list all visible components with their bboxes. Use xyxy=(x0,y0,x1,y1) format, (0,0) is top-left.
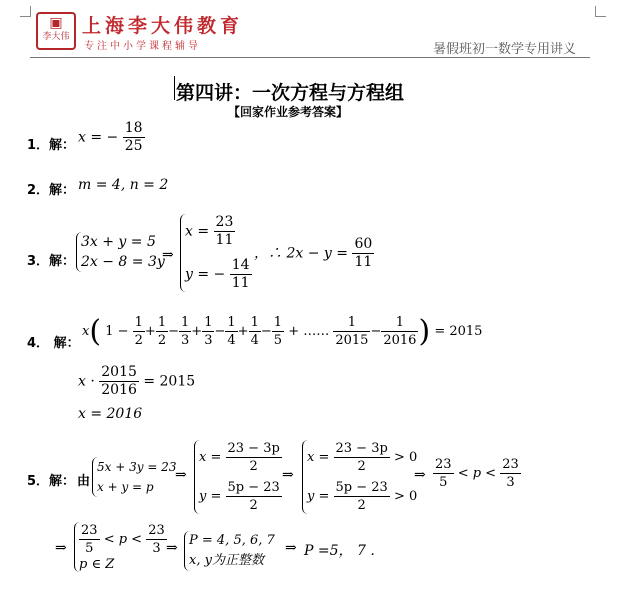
q4-f7-num: 1 xyxy=(273,315,283,330)
q5-py-lhs: y = xyxy=(307,489,330,504)
q4-paren-open: ( xyxy=(89,314,102,349)
header-divider xyxy=(30,57,590,58)
q4-f1-den: 2 xyxy=(134,333,143,348)
q5-range-right-num: 23 xyxy=(502,457,519,472)
q4-line3: x = 2016 xyxy=(78,406,143,422)
q5-xy-int: x, y为正整数 xyxy=(189,553,264,568)
q5-positive xyxy=(302,440,417,514)
q4-line1: x( 1 − $\frac{1}{2}$ + $\frac{1}{2}$ − $\frac{1}{3}$ + $\frac{1}{3}$ − $\frac{1}{4}$ + $\frac{1}{4}$ − $\frac{1}{5}$ + …… $\frac{1}{2015}$ − $\frac{1}{2016}$ ) = 2015 xyxy=(82,314,483,349)
q5-arrow1: ⇒ xyxy=(175,467,187,483)
q3-r-den: 11 xyxy=(354,254,373,270)
q5-y-num: 5p − 23 xyxy=(227,480,280,495)
q5-arrow5: ⇒ xyxy=(166,540,178,556)
q4-line2-rhs: = 2015 xyxy=(143,373,196,390)
q4-line2-num: 2015 xyxy=(101,364,137,380)
q4-f3-den: 3 xyxy=(181,333,190,348)
q5-py-gt0: > 0 xyxy=(393,489,418,504)
q4-f2016-den: 2016 xyxy=(383,333,417,348)
q5-x-num: 23 − 3p xyxy=(227,441,280,456)
logo: ▣ 李大伟 xyxy=(36,12,76,50)
q3-x-num: 23 xyxy=(215,214,234,230)
q1-answer xyxy=(78,120,145,155)
q4-f3-num: 1 xyxy=(181,315,190,330)
q3-r-num: 60 xyxy=(354,236,373,252)
q5-range-right-den: 3 xyxy=(506,475,515,490)
q5-conditions xyxy=(74,522,167,572)
logo-text: 李大伟 xyxy=(42,32,70,42)
q4-dots: + …… xyxy=(288,324,330,339)
q5-py-num: 5p − 23 xyxy=(335,480,388,495)
q4-one: 1 − xyxy=(105,324,129,339)
q4-line2-den: 2016 xyxy=(101,382,137,398)
q4-f5-num: 1 xyxy=(227,315,236,330)
q5-p-values: P = 4, 5, 6, 7 xyxy=(189,533,275,548)
q3-x-lhs: x = xyxy=(185,223,210,240)
q5-arrow3: ⇒ xyxy=(414,467,426,483)
q5-x-lhs: x = xyxy=(199,450,222,465)
q4-f6-den: 4 xyxy=(250,333,259,348)
brand-slogan: 专注中小学课程辅导 xyxy=(84,41,201,52)
q4-line2-lhs: x · xyxy=(78,373,95,390)
q4-paren-close: ) xyxy=(418,314,431,349)
q5-cond-right-num: 23 xyxy=(148,523,165,538)
q3-result xyxy=(254,236,374,271)
q4-label: 4． 解： xyxy=(27,336,80,351)
margin-corner-right xyxy=(595,6,606,17)
course-name: 暑假班初一数学专用讲义 xyxy=(433,42,577,57)
q4-f5-den: 4 xyxy=(227,333,236,348)
q5-range-mid: < p < xyxy=(457,466,497,481)
q5-range-left-num: 23 xyxy=(435,457,452,472)
q5-y-den: 2 xyxy=(249,498,258,513)
q4-f2-num: 1 xyxy=(157,315,167,330)
q5-px-gt0: > 0 xyxy=(393,450,418,465)
q5-range-left-den: 5 xyxy=(439,475,448,490)
q4-line2 xyxy=(78,364,195,399)
q5-px-lhs: x = xyxy=(307,450,330,465)
q5-y-lhs: y = xyxy=(199,489,222,504)
q3-label: 3．解： xyxy=(27,254,76,269)
q3-eq2: 2x − 8 = 3y xyxy=(81,254,165,270)
q1-lhs: x = − xyxy=(78,129,119,146)
q3-x-den: 11 xyxy=(215,232,234,248)
q3-y-den: 11 xyxy=(231,275,250,291)
q5-arrow4: ⇒ xyxy=(55,540,67,556)
q5-cond-left-den: 5 xyxy=(85,541,94,556)
q5-system xyxy=(92,457,176,497)
q1-den: 25 xyxy=(124,138,143,154)
q4-f2016-num: 1 xyxy=(381,314,418,332)
q1-num: 18 xyxy=(124,120,143,136)
page-subtitle: 【回家作业参考答案】 xyxy=(228,105,349,119)
q4-f7-den: 5 xyxy=(273,333,283,348)
q3-system xyxy=(76,232,165,272)
q4-f2-den: 2 xyxy=(157,333,167,348)
q1-label: 1．解： xyxy=(27,138,76,153)
q4-lead: x xyxy=(82,324,90,339)
q5-range xyxy=(433,456,521,491)
q3-arrow: ⇒ xyxy=(162,247,174,263)
q5-final: P =5， 7 . xyxy=(304,543,375,559)
q5-eq2: x + y = p xyxy=(97,480,154,494)
q4-f6-num: 1 xyxy=(250,315,259,330)
q5-values xyxy=(184,531,275,571)
q5-label: 5．解： xyxy=(27,474,76,489)
q5-arrow2: ⇒ xyxy=(282,467,294,483)
q5-px-num: 23 − 3p xyxy=(335,441,388,456)
q3-eq1: 3x + y = 5 xyxy=(81,234,156,250)
q3-therefore: ，∴ 2x − y = xyxy=(254,245,348,262)
q3-solution xyxy=(180,214,252,292)
q5-by: 由 xyxy=(77,474,91,489)
q4-f2015-den: 2015 xyxy=(335,333,369,348)
q2-answer: m = 4, n = 2 xyxy=(78,177,169,193)
page-title: 第四讲：一次方程与方程组 xyxy=(176,82,405,104)
q5-cond-mid: < p < xyxy=(103,532,143,547)
q4-f1-num: 1 xyxy=(134,315,143,330)
q5-pz: p ∈ Z xyxy=(79,557,115,572)
text-cursor xyxy=(174,76,175,100)
q3-y-lhs: y = − xyxy=(185,266,226,283)
q5-cond-right-den: 3 xyxy=(152,541,161,556)
q4-f4-num: 1 xyxy=(204,315,213,330)
q5-solution xyxy=(194,440,282,514)
q5-arrow6: ⇒ xyxy=(285,540,297,556)
q1-fraction xyxy=(123,120,145,155)
q4-f4-den: 3 xyxy=(204,333,213,348)
q5-cond-left-num: 23 xyxy=(81,523,98,538)
q4-f2015-num: 1 xyxy=(333,314,370,332)
q5-x-den: 2 xyxy=(249,459,258,474)
brand-name: 上海李大伟教育 xyxy=(82,15,244,37)
q3-y-num: 14 xyxy=(231,257,250,273)
q2-label: 2．解： xyxy=(27,183,76,198)
q5-py-den: 2 xyxy=(357,498,366,513)
margin-corner-left xyxy=(20,6,31,17)
q5-eq1: 5x + 3y = 23 xyxy=(97,460,177,474)
q4-rhs: = 2015 xyxy=(434,324,483,339)
q5-px-den: 2 xyxy=(357,459,366,474)
